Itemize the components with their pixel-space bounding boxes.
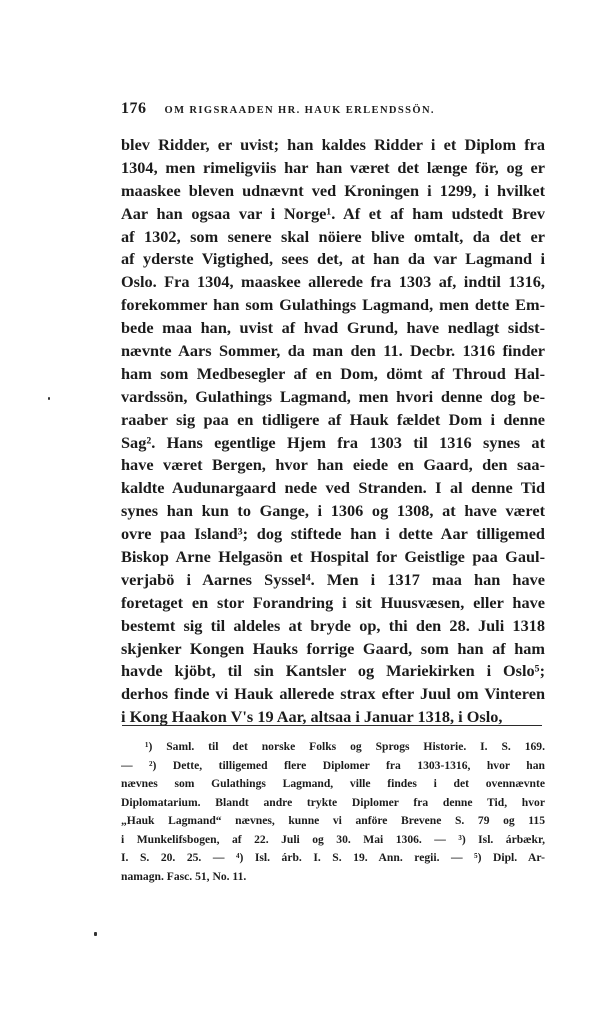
text-line: have været Bergen, hvor han eiede en Gaard, den saa- <box>121 455 545 475</box>
footnote-line: ¹) Saml. til det norske Folks og Sprogs Historie. I. S. 169. <box>145 740 545 753</box>
text-line: maaskee bleven udnævnt ved Kroningen i 1299, i hvilket <box>121 180 545 200</box>
text-line: i Kong Haakon V's 19 Aar, altsaa i Januar 1318, i Oslo, <box>121 707 503 727</box>
footnote-line: i Munkelifsbogen, af 22. Juli og 30. Mai 1306. — ³) Isl. árbækr, <box>121 832 545 846</box>
footnote-rule <box>122 725 542 726</box>
text-line: vardssön, Gulathings Lagmand, men hvori denne dog be- <box>121 386 545 406</box>
text-line: bede maa han, uvist af hvad Grund, have nedlagt sidst- <box>121 318 545 338</box>
footnote-line: Diplomatarium. Blandt andre trykte Diplomer fra denne Tid, hvor <box>121 795 545 809</box>
print-speck <box>48 397 50 400</box>
text-line: forekommer han som Gulathings Lagmand, men dette Em- <box>121 295 545 315</box>
text-line: 1304, men rimeligviis har han været det længe för, og er <box>121 157 545 177</box>
text-line: af yderste Vigtighed, sees det, at han da var Lagmand i <box>121 249 545 269</box>
page-number: 176 <box>121 100 147 117</box>
print-speck <box>94 932 97 936</box>
text-line: raaber sig paa en tidligere af Hauk fældet Dom i denne <box>121 409 545 429</box>
text-line: Biskop Arne Helgasön et Hospital for Geistlige paa Gaul- <box>121 547 545 567</box>
text-line: ham som Medbesegler af en Dom, dömt af Throud Hal- <box>121 363 545 383</box>
text-line: Sag². Hans egentlige Hjem fra 1303 til 1316 synes at <box>121 432 545 452</box>
text-line: derhos finde vi Hauk allerede strax efter Juul om Vinteren <box>121 684 545 704</box>
page-header <box>121 100 541 118</box>
text-line: foretaget en stor Forandring i sit Huusvæsen, eller have <box>121 592 545 612</box>
footnote-line: — ²) Dette, tilligemed flere Diplomer fra 1303-1316, hvor han <box>121 758 545 772</box>
text-line: skjenker Kongen Hauks forrige Gaard, som han af ham <box>121 638 545 658</box>
text-line: verjabö i Aarnes Syssel⁴. Men i 1317 maa han have <box>121 569 545 589</box>
running-head: OM RIGSRAADEN HR. HAUK ERLENDSSÖN. <box>164 105 435 116</box>
body-text <box>121 134 545 729</box>
text-line: Oslo. Fra 1304, maaskee allerede fra 1303 af, indtil 1316, <box>121 272 545 292</box>
text-line: synes han kun to Gange, i 1306 og 1308, at have været <box>121 501 545 521</box>
footnote-line: „Hauk Lagmand“ nævnes, kunne vi anföre Brevene S. 79 og 115 <box>121 814 545 827</box>
footnotes <box>121 738 545 886</box>
text-line: blev Ridder, er uvist; han kaldes Ridder i et Diplom fra <box>121 135 545 154</box>
footnote-line: namagn. Fasc. 51, No. 11. <box>121 869 247 883</box>
footnote-line: nævnes som Gulathings Lagmand, ville findes i det ovennævnte <box>121 777 545 790</box>
text-line: af 1302, som senere skal nöiere blive omtalt, da det er <box>121 226 545 246</box>
footnote-line: I. S. 20. 25. — ⁴) Isl. árb. I. S. 19. Ann. regii. — ⁵) Dipl. Ar- <box>121 851 545 864</box>
text-line: bestemt sig til aldeles at bryde op, thi den 28. Juli 1318 <box>121 615 545 635</box>
text-line: Aar han ogsaa var i Norge¹. Af et af ham udstedt Brev <box>121 203 545 223</box>
text-line: nævnte Aars Sommer, da man den 11. Decbr. 1316 finder <box>121 341 545 361</box>
text-line: havde kjöbt, til sin Kantsler og Mariekirken i Oslo⁵; <box>121 661 545 681</box>
text-line: kaldte Audunargaard nede ved Stranden. I al denne Tid <box>121 478 545 498</box>
text-line: ovre paa Island³; dog stiftede han i dette Aar tilligemed <box>121 524 545 544</box>
